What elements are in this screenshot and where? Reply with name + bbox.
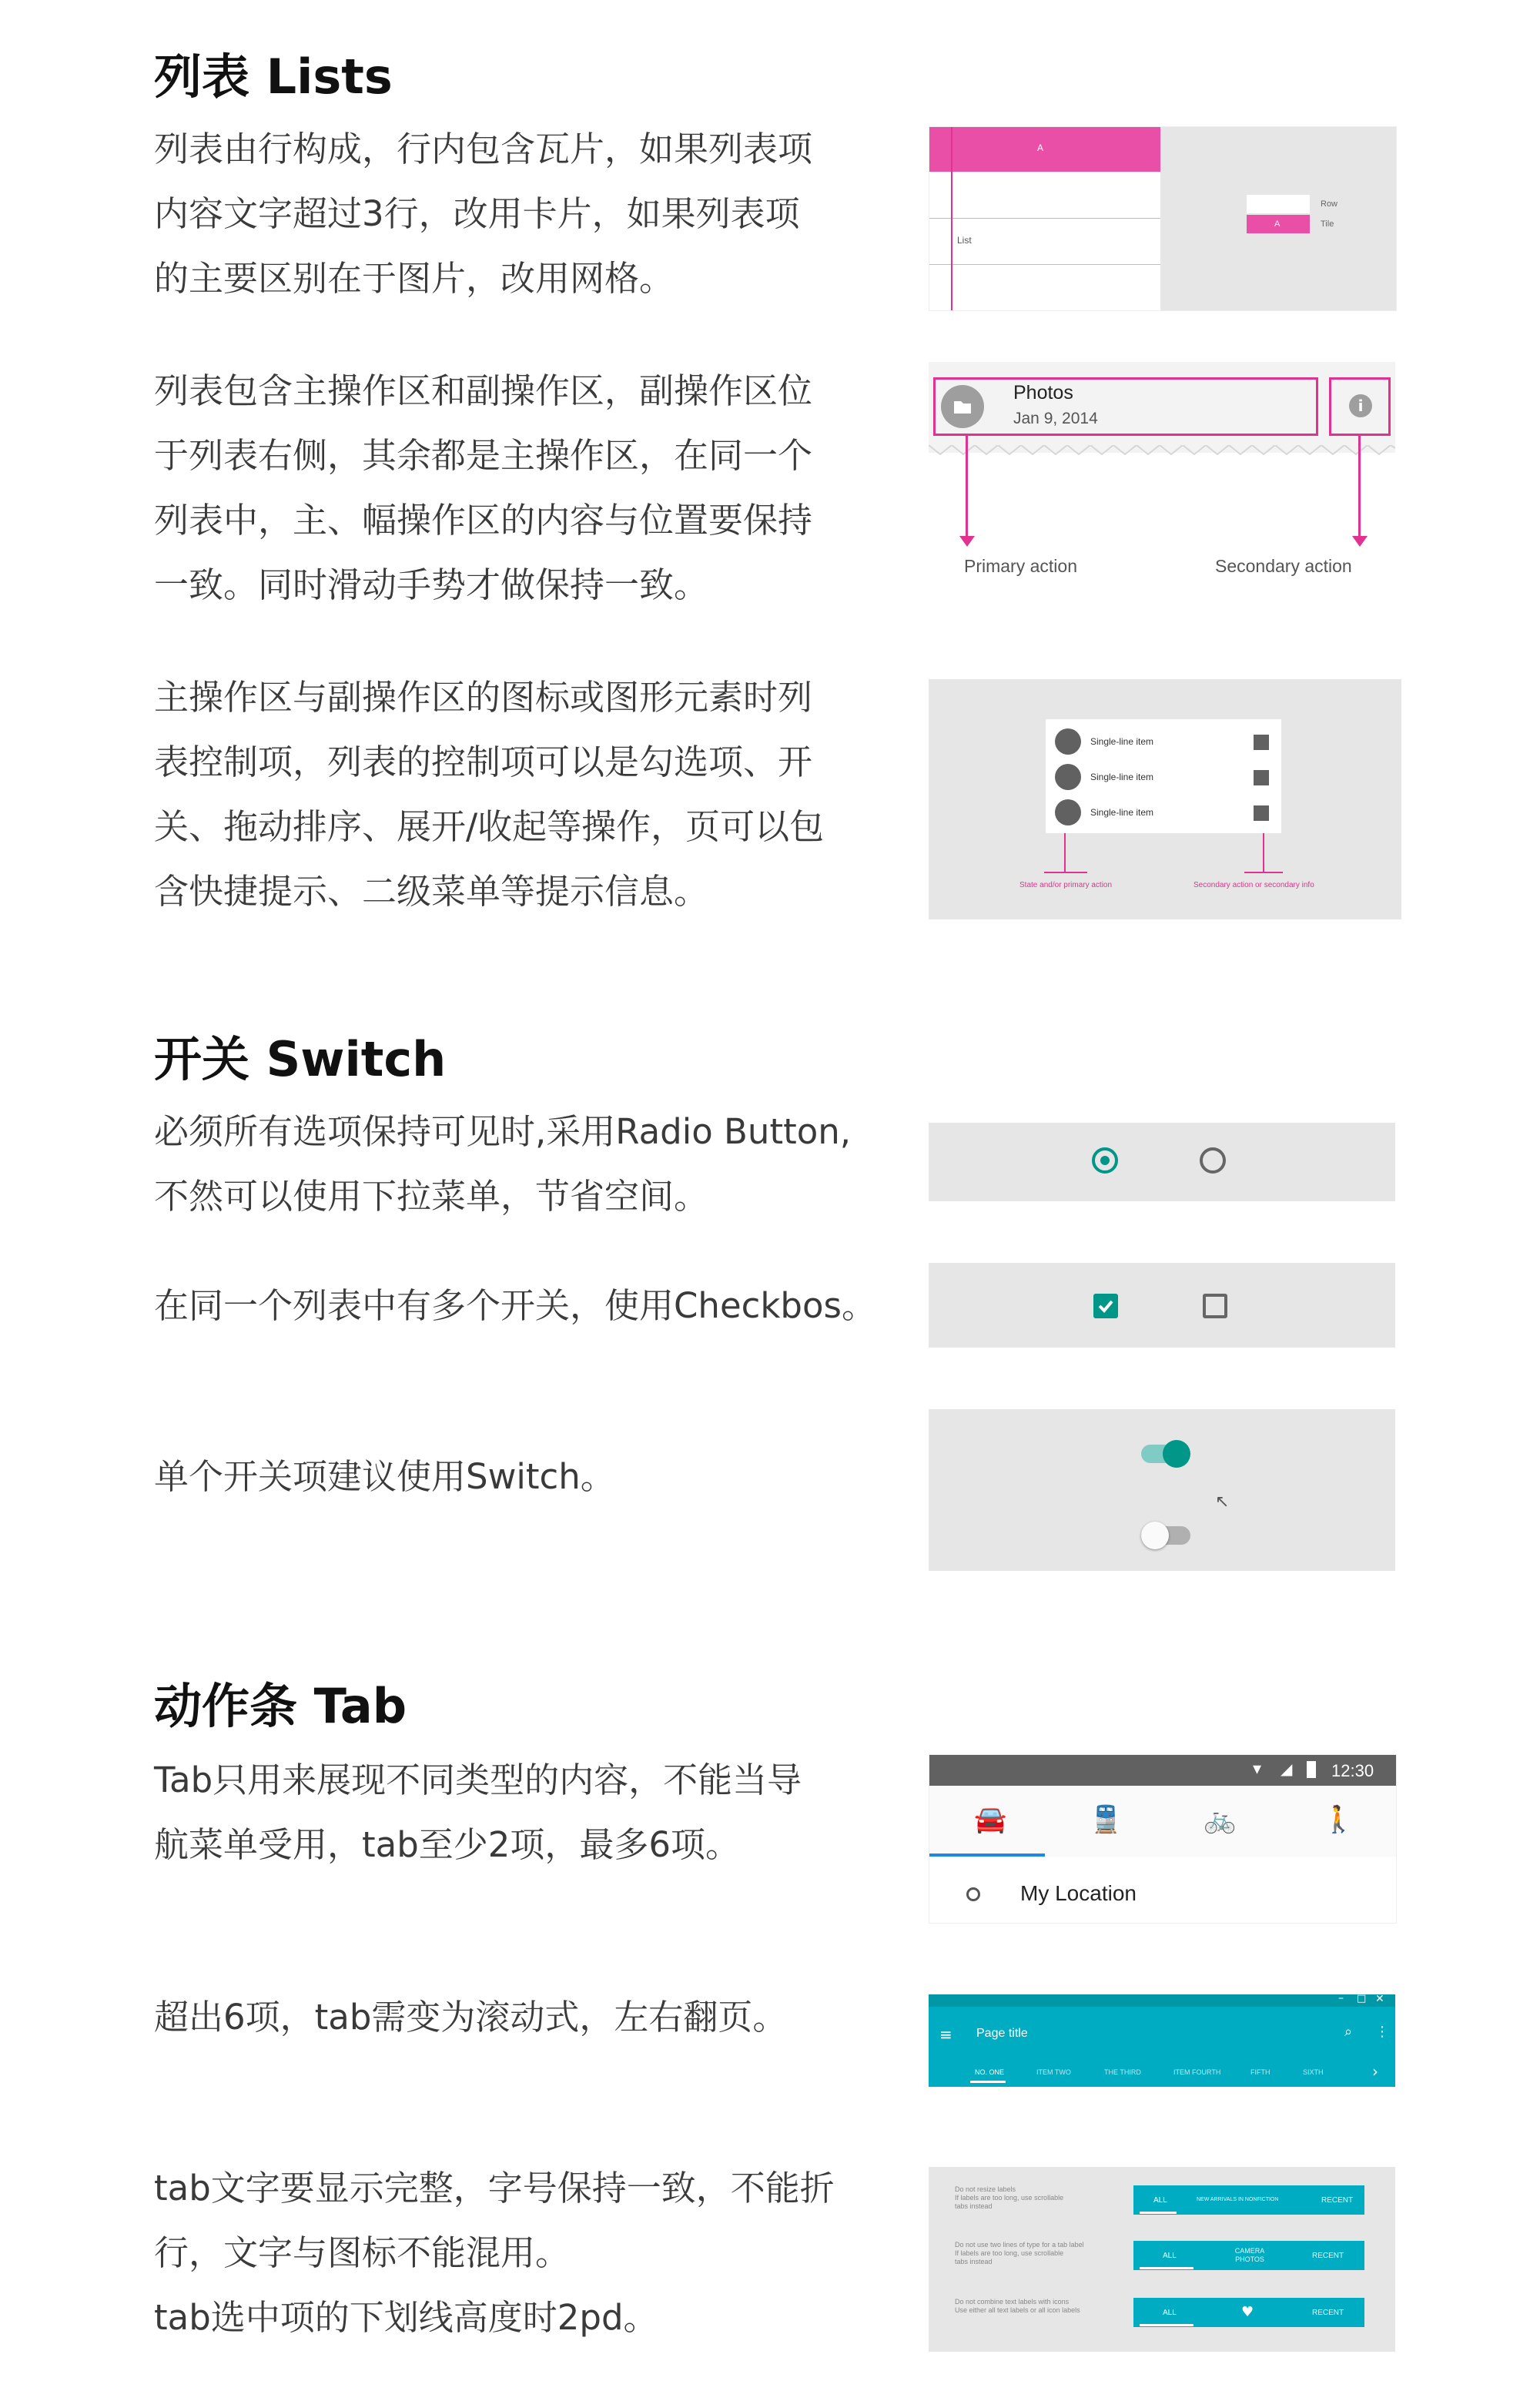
location-dot-icon <box>966 1887 980 1901</box>
list-height-marker <box>951 127 952 310</box>
bike-icon: 🚲 <box>1204 1804 1237 1835</box>
radio-illustration <box>929 1123 1395 1201</box>
window-titlebar <box>929 1994 1395 2007</box>
tab-item[interactable]: ITEM FOURTH <box>1173 2068 1221 2076</box>
checkbox-illustration <box>929 1263 1395 1348</box>
train-icon: 🚆 <box>1090 1804 1123 1835</box>
switch-paragraph-2: 在同一个列表中有多个开关，使用Checkbos。 <box>154 1285 876 1326</box>
more-icon[interactable]: ⋮ <box>1375 2024 1389 2040</box>
primary-secondary-illustration: Photos Jan 9, 2014 i Primary action Secondary action <box>929 362 1395 631</box>
switch-off[interactable] <box>1141 1526 1190 1545</box>
tab-indicator <box>929 1853 1045 1857</box>
search-icon[interactable]: ⌕ <box>1344 2024 1353 2040</box>
close-icon[interactable]: ✕ <box>1375 1993 1384 2005</box>
lists-heading: 列表 Lists <box>154 49 393 105</box>
arrow-down-icon <box>959 536 975 547</box>
switch-heading: 开关 Switch <box>154 1031 447 1087</box>
tab-car[interactable] <box>929 1786 1045 1857</box>
tab-paragraph-1: Tab只用来展现不同类型的内容，不能当导 航菜单受用，tab至少2项，最多6项。 <box>154 1760 802 1865</box>
avatar <box>1055 764 1081 790</box>
folder-icon <box>941 385 984 428</box>
icon-tabs-illustration: ▾ ◢ 12:30 🚘 🚆 🚲 🚶 My Location <box>929 1754 1397 1924</box>
signal-icon: ◢ <box>1281 1760 1293 1778</box>
rule-note: Do not use two lines of type for a tab label If labels are too long, use scrollable tabs instead <box>955 2241 1084 2265</box>
tab-bar-sample: ALL CAMERA PHOTOS RECENT <box>1133 2241 1364 2270</box>
checkbox-checked[interactable] <box>1093 1294 1118 1318</box>
tab-heading: 动作条 Tab <box>154 1678 407 1734</box>
tab-item[interactable]: NO. ONE <box>975 2068 1005 2076</box>
maximize-icon[interactable]: □ <box>1357 1993 1367 2004</box>
torn-edge <box>929 445 1395 460</box>
walk-icon: 🚶 <box>1322 1804 1355 1835</box>
lists-paragraph-1: 列表由行构成，行内包含瓦片，如果列表项 内容文字超过3行，改用卡片，如果列表项 的主要区别在于图片，改用网格。 <box>154 129 813 299</box>
tab-bar-sample: ALL NEW ARRIVALS IN NONFICTION RECENT <box>1133 2185 1364 2215</box>
tile-legend-panel: A Row Tile <box>1160 127 1396 310</box>
checkbox-unchecked[interactable] <box>1203 1294 1227 1318</box>
tab-train[interactable] <box>1045 1786 1160 1857</box>
tile-highlight: A <box>929 127 1160 172</box>
tab-paragraph-2: 超出6项，tab需变为滚动式，左右翻页。 <box>154 1997 788 2038</box>
tab-item[interactable]: THE THIRD <box>1104 2068 1141 2076</box>
switch-illustration <box>929 1409 1395 1571</box>
tab-rules-illustration <box>929 2167 1395 2352</box>
primary-action-area <box>933 377 1318 436</box>
cursor-icon: ↖ <box>1215 1492 1230 1512</box>
tab-item[interactable]: ITEM TWO <box>1036 2068 1071 2076</box>
list-controls-illustration: Single-line item Single-line item Single-line item State and/or primary action Secondary action or secondary info <box>929 679 1401 919</box>
info-icon: i <box>1349 394 1372 417</box>
tab-bar <box>929 1786 1396 1857</box>
menu-icon[interactable]: ≡ <box>939 2025 952 2044</box>
minimize-icon[interactable]: – <box>1338 1992 1344 2004</box>
avatar <box>1055 728 1081 755</box>
switch-paragraph-3: 单个开关项建议使用Switch。 <box>154 1456 615 1497</box>
rule-note: Do not resize labels If labels are too long, use scrollable tabs instead <box>955 2185 1064 2210</box>
chevron-right-icon[interactable]: › <box>1372 2062 1378 2081</box>
status-bar: ▾ ◢ 12:30 <box>929 1755 1396 1786</box>
tab-bar-sample: ALL ♥ RECENT <box>1133 2298 1364 2327</box>
tab-walk[interactable] <box>1276 1786 1391 1857</box>
wifi-icon: ▾ <box>1253 1760 1262 1779</box>
heart-icon: ♥ <box>1241 2304 1254 2320</box>
list-tile-illustration: A List A Row Tile <box>929 126 1397 311</box>
tab-item[interactable]: FIFTH <box>1250 2068 1270 2076</box>
switch-paragraph-1: 必须所有选项保持可见时,采用Radio Button, 不然可以使用下拉菜单，节省空间。 <box>154 1111 852 1217</box>
lists-paragraph-2: 列表包含主操作区和副操作区，副操作区位 于列表右侧，其余都是主操作区，在同一个 列表中，主、幅操作区的内容与位置要保持 一致。同时滑动手势才做保持一致。 <box>154 370 813 605</box>
radio-checked[interactable] <box>1092 1147 1118 1174</box>
scrollable-tabs-illustration: – □ ✕ ≡ Page title ⌕ ⋮ NO. ONE ITEM TWO THE THIRD ITEM FOURTH FIFTH SIXTH › <box>929 1994 1395 2087</box>
radio-unchecked[interactable] <box>1200 1147 1226 1174</box>
check-icon <box>1093 1294 1118 1318</box>
tab-bike[interactable] <box>1160 1786 1276 1857</box>
lists-paragraph-3: 主操作区与副操作区的图标或图形元素时列 表控制项，列表的控制项可以是勾选项、开 关、拖动排序、展开/收起等操作，页可以包 含快捷提示、二级菜单等提示信息。 <box>154 677 825 912</box>
arrow-down-icon <box>1352 536 1368 547</box>
tab-item[interactable]: SIXTH <box>1303 2068 1324 2076</box>
car-icon: 🚘 <box>974 1804 1007 1835</box>
tab-paragraph-3: tab文字要显示完整，字号保持一致，不能折 行，文字与图标不能混用。 tab选中项的下划线高度时2pd。 <box>154 2168 835 2338</box>
list-card: Single-line item Single-line item Single-line item <box>1046 719 1281 833</box>
switch-on[interactable] <box>1141 1445 1190 1463</box>
avatar <box>1055 799 1081 825</box>
battery-icon <box>1307 1761 1316 1778</box>
tab-indicator <box>970 2081 1006 2083</box>
rule-note: Do not combine text labels with icons Use either all text labels or all icon labels <box>955 2298 1080 2314</box>
